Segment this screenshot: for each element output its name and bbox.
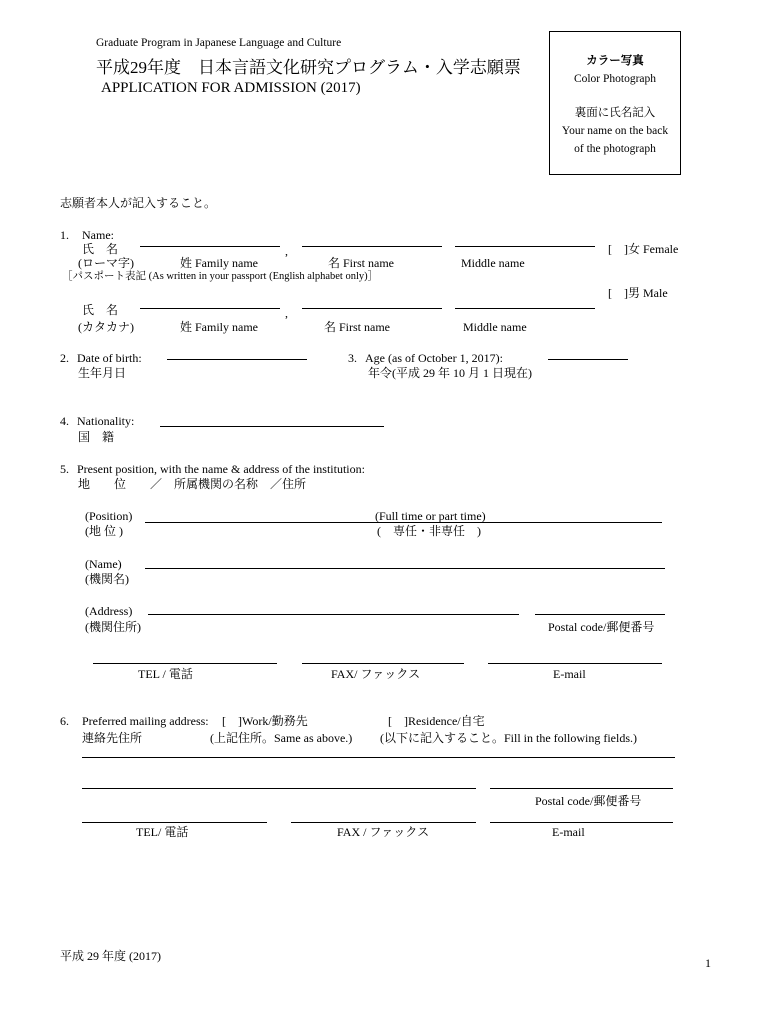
- family-name-label-2: 姓 Family name: [180, 320, 258, 334]
- q1-number: 1.: [60, 228, 69, 242]
- mailing-tel-label: TEL/ 電話: [136, 825, 189, 839]
- birth-date-label-jp: 生年月日: [78, 366, 127, 380]
- mailing-email-field[interactable]: [490, 822, 673, 823]
- photo-note-jp: 裏面に氏名記入: [574, 107, 656, 119]
- instruction-text: 志願者本人が記入すること。: [60, 196, 217, 210]
- age-label-jp: 年令(平成 29 年 10 月 1 日現在): [368, 366, 532, 380]
- birth-date-field[interactable]: [167, 359, 307, 360]
- first-name-roman-field[interactable]: [302, 246, 442, 247]
- program-name: Graduate Program in Japanese Language and Culture: [96, 37, 342, 49]
- fill-fields-note: (以下に記入すること。Fill in the following fields.): [380, 731, 637, 745]
- position-section-label: Present position, with the name & address of the institution:: [77, 462, 365, 476]
- mailing-postal-label: Postal code/郵便番号: [535, 794, 642, 808]
- middle-name-label-2: Middle name: [463, 320, 527, 334]
- institution-address-label-jp: (機関住所): [85, 620, 141, 634]
- photo-label-en: Color Photograph: [573, 73, 657, 85]
- mailing-fax-field[interactable]: [291, 822, 476, 823]
- female-checkbox[interactable]: [ ]女 Female: [608, 242, 679, 256]
- first-name-kana-field[interactable]: [302, 308, 442, 309]
- mailing-address-field-1[interactable]: [82, 757, 675, 758]
- fulltime-label-jp: ( 専任・非専任 ): [377, 524, 481, 538]
- residence-checkbox[interactable]: [ ]Residence/自宅: [388, 714, 485, 728]
- middle-name-label: Middle name: [461, 256, 525, 270]
- q1-label: Name:: [82, 228, 114, 242]
- position-section-label-jp: 地 位 ／ 所属機関の名称 ／住所: [78, 477, 307, 491]
- q4-number: 4.: [60, 414, 69, 428]
- institution-fax-label: FAX/ ファックス: [331, 667, 421, 681]
- family-name-roman-field[interactable]: [140, 246, 280, 247]
- institution-postal-field[interactable]: [535, 614, 665, 615]
- q3-number: 3.: [348, 351, 357, 365]
- institution-fax-field[interactable]: [302, 663, 464, 664]
- institution-tel-field[interactable]: [93, 663, 277, 664]
- comma-2: ,: [285, 306, 288, 320]
- mailing-address-field-2[interactable]: [82, 788, 476, 789]
- photo-note-en-1: Your name on the back: [561, 125, 669, 137]
- nationality-label-jp: 国 籍: [78, 430, 115, 444]
- institution-address-field[interactable]: [148, 614, 519, 615]
- mailing-address-label: Preferred mailing address:: [82, 714, 209, 728]
- q2-number: 2.: [60, 351, 69, 365]
- family-name-label: 姓 Family name: [180, 256, 258, 270]
- same-as-above-note: (上記住所。Same as above.): [210, 731, 353, 745]
- position-label-jp: (地 位 ): [85, 524, 123, 538]
- q5-number: 5.: [60, 462, 69, 476]
- age-label: Age (as of October 1, 2017):: [365, 351, 503, 365]
- institution-tel-label: TEL / 電話: [138, 667, 193, 681]
- first-name-label: 名 First name: [328, 256, 394, 270]
- mailing-fax-label: FAX / ファックス: [337, 825, 430, 839]
- male-checkbox[interactable]: [ ]男 Male: [608, 286, 668, 300]
- nationality-label: Nationality:: [77, 414, 135, 428]
- mailing-email-label: E-mail: [552, 825, 585, 839]
- birth-date-label: Date of birth:: [77, 351, 142, 365]
- institution-email-field[interactable]: [488, 663, 662, 664]
- name-roman-label: 氏 名: [82, 242, 119, 256]
- mailing-postal-field[interactable]: [490, 788, 673, 789]
- first-name-label-2: 名 First name: [324, 320, 390, 334]
- fulltime-label: (Full time or part time): [375, 509, 486, 523]
- name-kana-label: 氏 名: [82, 303, 119, 317]
- photo-box[interactable]: [549, 31, 681, 175]
- institution-name-label-jp: (機関名): [85, 572, 129, 586]
- middle-name-kana-field[interactable]: [455, 308, 595, 309]
- nationality-field[interactable]: [160, 426, 384, 427]
- photo-note-en-2: of the photograph: [574, 143, 656, 155]
- family-name-kana-field[interactable]: [140, 308, 280, 309]
- age-field[interactable]: [548, 359, 628, 360]
- passport-note: ［パスポート表記 (As written in your passport (English alphabet only)］: [62, 271, 379, 282]
- institution-email-label: E-mail: [553, 667, 586, 681]
- footer-year: 平成 29 年度 (2017): [60, 949, 161, 963]
- q6-number: 6.: [60, 714, 69, 728]
- mailing-address-label-jp: 連絡先住所: [82, 731, 143, 745]
- institution-address-label: (Address): [85, 604, 133, 618]
- form-title-english: APPLICATION FOR ADMISSION (2017): [101, 80, 361, 96]
- name-roman-sub: (ローマ字): [78, 256, 134, 270]
- middle-name-roman-field[interactable]: [455, 246, 595, 247]
- form-title-japanese: 平成29年度 日本言語文化研究プログラム・入学志願票: [96, 58, 521, 77]
- institution-postal-label: Postal code/郵便番号: [548, 620, 655, 634]
- work-checkbox[interactable]: [ ]Work/勤務先: [222, 714, 308, 728]
- name-kana-sub: (カタカナ): [78, 320, 134, 334]
- position-label: (Position): [85, 509, 133, 523]
- institution-name-field[interactable]: [145, 568, 665, 569]
- photo-label-jp: カラー写真: [586, 55, 644, 67]
- mailing-tel-field[interactable]: [82, 822, 267, 823]
- comma: ,: [285, 244, 288, 258]
- page-number: 1: [705, 956, 711, 970]
- institution-name-label: (Name): [85, 557, 122, 571]
